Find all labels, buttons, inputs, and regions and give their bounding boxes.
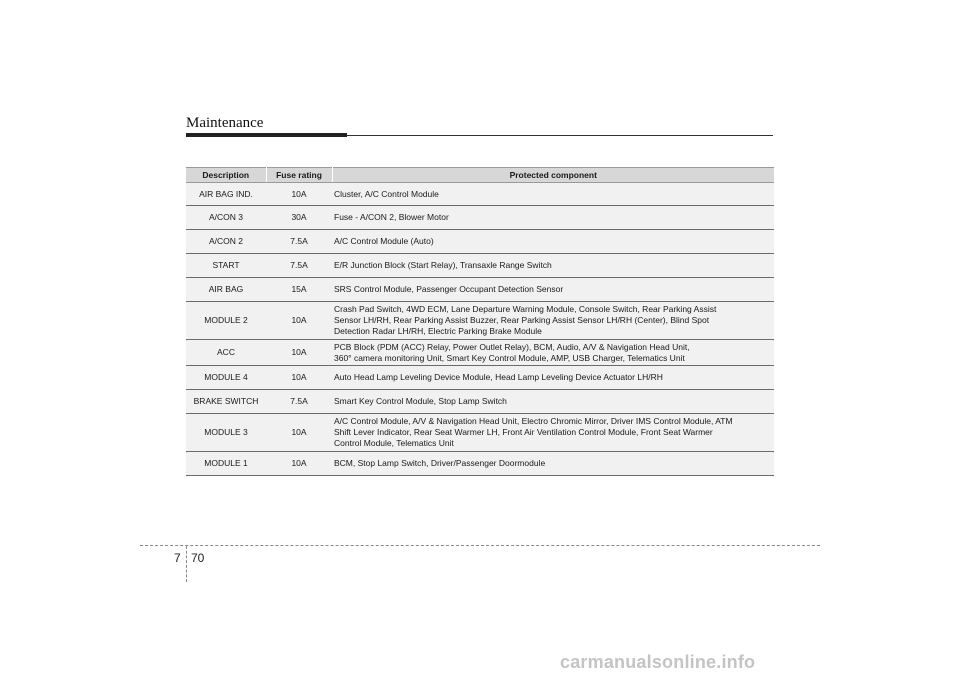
table-row bbox=[186, 230, 774, 254]
header-accent-bar bbox=[186, 133, 347, 137]
component-line: Shift Lever Indicator, Rear Seat Warmer LH, Front Air Ventilation Control Module, Front Seat Warmer bbox=[334, 427, 713, 437]
component-line: Auto Head Lamp Leveling Device Module, Head Lamp Leveling Device Actuator LH/RH bbox=[334, 372, 663, 382]
table-row bbox=[186, 278, 774, 302]
footer-divider bbox=[186, 546, 187, 582]
component-line: PCB Block (PDM (ACC) Relay, Power Outlet Relay), BCM, Audio, A/V & Navigation Head Unit, bbox=[334, 341, 690, 352]
column-header-protected-component: Protected component bbox=[332, 168, 774, 183]
protected-component bbox=[332, 302, 774, 340]
fuse-description: AIR BAG bbox=[186, 278, 266, 302]
watermark: carmanualsonline.info bbox=[560, 652, 756, 672]
protected-component bbox=[332, 340, 774, 366]
fuse-description: MODULE 2 bbox=[186, 302, 266, 340]
fuse-description: MODULE 1 bbox=[186, 452, 266, 476]
fuse-description: MODULE 3 bbox=[186, 414, 266, 452]
fuse-rating: 10A bbox=[266, 183, 332, 206]
fuse-rating: 7.5A bbox=[266, 390, 332, 414]
fuse-rating: 7.5A bbox=[266, 230, 332, 254]
component-line: Smart Key Control Module, Stop Lamp Switch bbox=[334, 396, 507, 406]
component-line: A/C Control Module (Auto) bbox=[334, 236, 434, 246]
component-line: Sensor LH/RH, Rear Parking Assist Buzzer, Rear Parking Assist Sensor LH/RH (Center), Blind Spot bbox=[334, 315, 710, 325]
table-header-row bbox=[186, 168, 774, 183]
table-row bbox=[186, 302, 774, 340]
fuse-rating: 10A bbox=[266, 302, 332, 340]
fuse-description: ACC bbox=[186, 340, 266, 366]
component-line: Fuse - A/CON 2, Blower Motor bbox=[334, 212, 449, 222]
component-line: 360° camera monitoring Unit, Smart Key Control Module, AMP, USB Charger, Telematics Unit bbox=[334, 352, 685, 363]
fuse-rating: 30A bbox=[266, 206, 332, 230]
table-row bbox=[186, 183, 774, 206]
component-line: Cluster, A/C Control Module bbox=[334, 188, 439, 199]
table-row bbox=[186, 366, 774, 390]
fuse-description: A/CON 2 bbox=[186, 230, 266, 254]
fuse-description: START bbox=[186, 254, 266, 278]
fuse-description: AIR BAG IND. bbox=[186, 183, 266, 206]
column-header-description: Description bbox=[186, 168, 266, 183]
component-line: BCM, Stop Lamp Switch, Driver/Passenger Doormodule bbox=[334, 458, 546, 468]
component-line: Detection Radar LH/RH, Electric Parking Brake Module bbox=[334, 326, 542, 336]
component-line: Crash Pad Switch, 4WD ECM, Lane Departure Warning Module, Console Switch, Rear Parking Assist bbox=[334, 304, 717, 314]
protected-component bbox=[332, 183, 774, 206]
protected-component bbox=[332, 230, 774, 254]
fuse-rating: 10A bbox=[266, 414, 332, 452]
protected-component bbox=[332, 254, 774, 278]
table-row bbox=[186, 414, 774, 452]
component-line: Control Module, Telematics Unit bbox=[334, 438, 454, 448]
protected-component bbox=[332, 206, 774, 230]
fuse-table bbox=[186, 167, 774, 476]
page-number: 70 bbox=[191, 551, 205, 565]
column-header-fuse-rating: Fuse rating bbox=[266, 168, 332, 183]
table-body bbox=[186, 183, 774, 476]
table-row bbox=[186, 452, 774, 476]
page-title: Maintenance bbox=[186, 115, 264, 131]
protected-component bbox=[332, 414, 774, 452]
chapter-number: 7 bbox=[174, 551, 181, 565]
footer-rule bbox=[140, 545, 820, 546]
fuse-rating: 7.5A bbox=[266, 254, 332, 278]
protected-component bbox=[332, 366, 774, 390]
fuse-rating: 10A bbox=[266, 366, 332, 390]
fuse-rating: 15A bbox=[266, 278, 332, 302]
protected-component bbox=[332, 452, 774, 476]
component-line: E/R Junction Block (Start Relay), Transaxle Range Switch bbox=[334, 260, 552, 270]
table-row bbox=[186, 254, 774, 278]
table-row bbox=[186, 206, 774, 230]
protected-component bbox=[332, 278, 774, 302]
fuse-rating: 10A bbox=[266, 452, 332, 476]
component-line: A/C Control Module, A/V & Navigation Head Unit, Electro Chromic Mirror, Driver IMS Control Module, ATM bbox=[334, 416, 733, 426]
fuse-description: A/CON 3 bbox=[186, 206, 266, 230]
fuse-description: BRAKE SWITCH bbox=[186, 390, 266, 414]
fuse-description: MODULE 4 bbox=[186, 366, 266, 390]
protected-component bbox=[332, 390, 774, 414]
component-line: SRS Control Module, Passenger Occupant Detection Sensor bbox=[334, 284, 564, 294]
fuse-rating: 10A bbox=[266, 340, 332, 366]
table-row bbox=[186, 390, 774, 414]
table-row bbox=[186, 340, 774, 366]
